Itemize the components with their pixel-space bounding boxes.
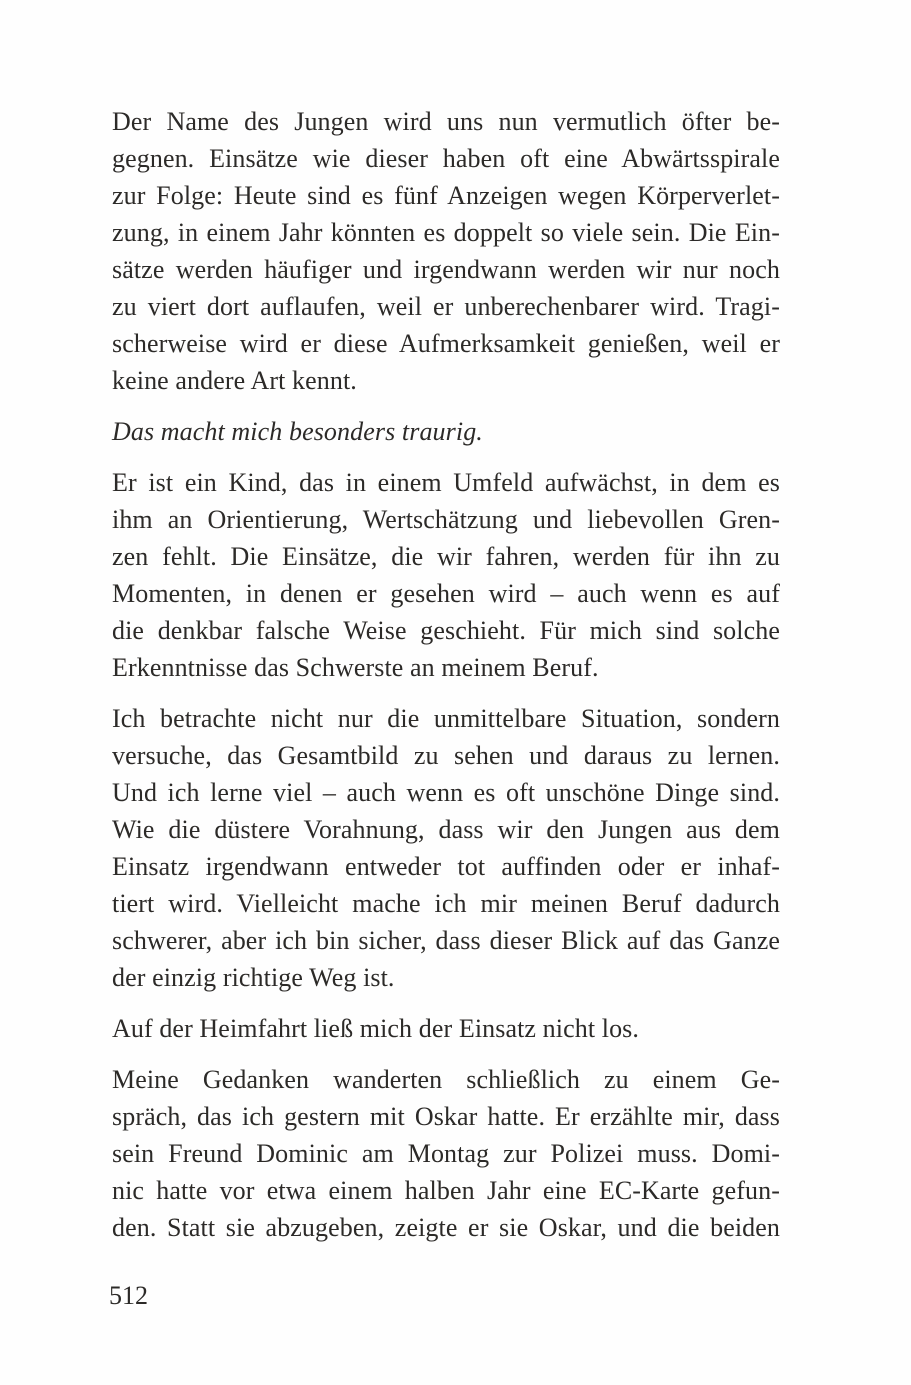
text-line: spräch, das ich gestern mit Oskar hatte. Er erzählte mir, dass [112, 1102, 780, 1131]
text-line: gegnen. Einsätze wie dieser haben oft eine Abwärtsspirale [112, 144, 780, 173]
text-line: Erkenntnisse das Schwerste an meinem Beruf. [112, 653, 599, 682]
text-line: ihm an Orientierung, Wertschätzung und liebevollen Gren- [112, 505, 780, 534]
paragraph [112, 413, 780, 450]
text-line: nic hatte vor etwa einem halben Jahr eine EC-Karte gefun- [112, 1176, 780, 1205]
paragraph [112, 464, 780, 686]
text-line: der einzig richtige Weg ist. [112, 963, 395, 992]
text-line: Auf der Heimfahrt ließ mich der Einsatz nicht los. [112, 1014, 640, 1043]
paragraph [112, 1061, 780, 1246]
text-line: Der Name des Jungen wird uns nun vermutlich öfter be- [112, 107, 780, 136]
text-line: Und ich lerne viel – auch wenn es oft unschöne Dinge sind. [112, 778, 780, 807]
paragraph [112, 103, 780, 399]
text-line: scherweise wird er diese Aufmerksamkeit genießen, weil er [112, 329, 780, 358]
text-line: zu viert dort auflaufen, weil er unberechenbarer wird. Tragi- [112, 292, 780, 321]
text-line: Das macht mich besonders traurig. [112, 417, 483, 446]
text-line: sein Freund Dominic am Montag zur Polizei muss. Domi- [112, 1139, 780, 1168]
text-block [112, 103, 780, 1260]
text-line: Wie die düstere Vorahnung, dass wir den Jungen aus dem [112, 815, 780, 844]
text-line: die denkbar falsche Weise geschieht. Für mich sind solche [112, 616, 780, 645]
text-line: zur Folge: Heute sind es fünf Anzeigen wegen Körperverlet- [112, 181, 780, 210]
text-line: Einsatz irgendwann entweder tot auffinden oder er inhaf- [112, 852, 780, 881]
text-line: tiert wird. Vielleicht mache ich mir meinen Beruf dadurch [112, 889, 780, 918]
text-line: zen fehlt. Die Einsätze, die wir fahren, werden für ihn zu [112, 542, 780, 571]
text-line: Momenten, in denen er gesehen wird – auch wenn es auf [112, 579, 780, 608]
text-line: versuche, das Gesamtbild zu sehen und daraus zu lernen. [112, 741, 780, 770]
text-line: keine andere Art kennt. [112, 366, 357, 395]
paragraph [112, 1010, 780, 1047]
paragraph [112, 700, 780, 996]
text-line: zung, in einem Jahr könnten es doppelt so viele sein. Die Ein- [112, 218, 780, 247]
text-line: Ich betrachte nicht nur die unmittelbare Situation, sondern [112, 704, 780, 733]
text-line: den. Statt sie abzugeben, zeigte er sie Oskar, und die beiden [112, 1213, 780, 1242]
text-line: schwerer, aber ich bin sicher, dass dieser Blick auf das Ganze [112, 926, 780, 955]
text-line: Er ist ein Kind, das in einem Umfeld aufwächst, in dem es [112, 468, 780, 497]
text-line: Meine Gedanken wanderten schließlich zu einem Ge- [112, 1065, 780, 1094]
text-line: sätze werden häufiger und irgendwann werden wir nur noch [112, 255, 780, 284]
page-number: 512 [109, 1281, 148, 1310]
